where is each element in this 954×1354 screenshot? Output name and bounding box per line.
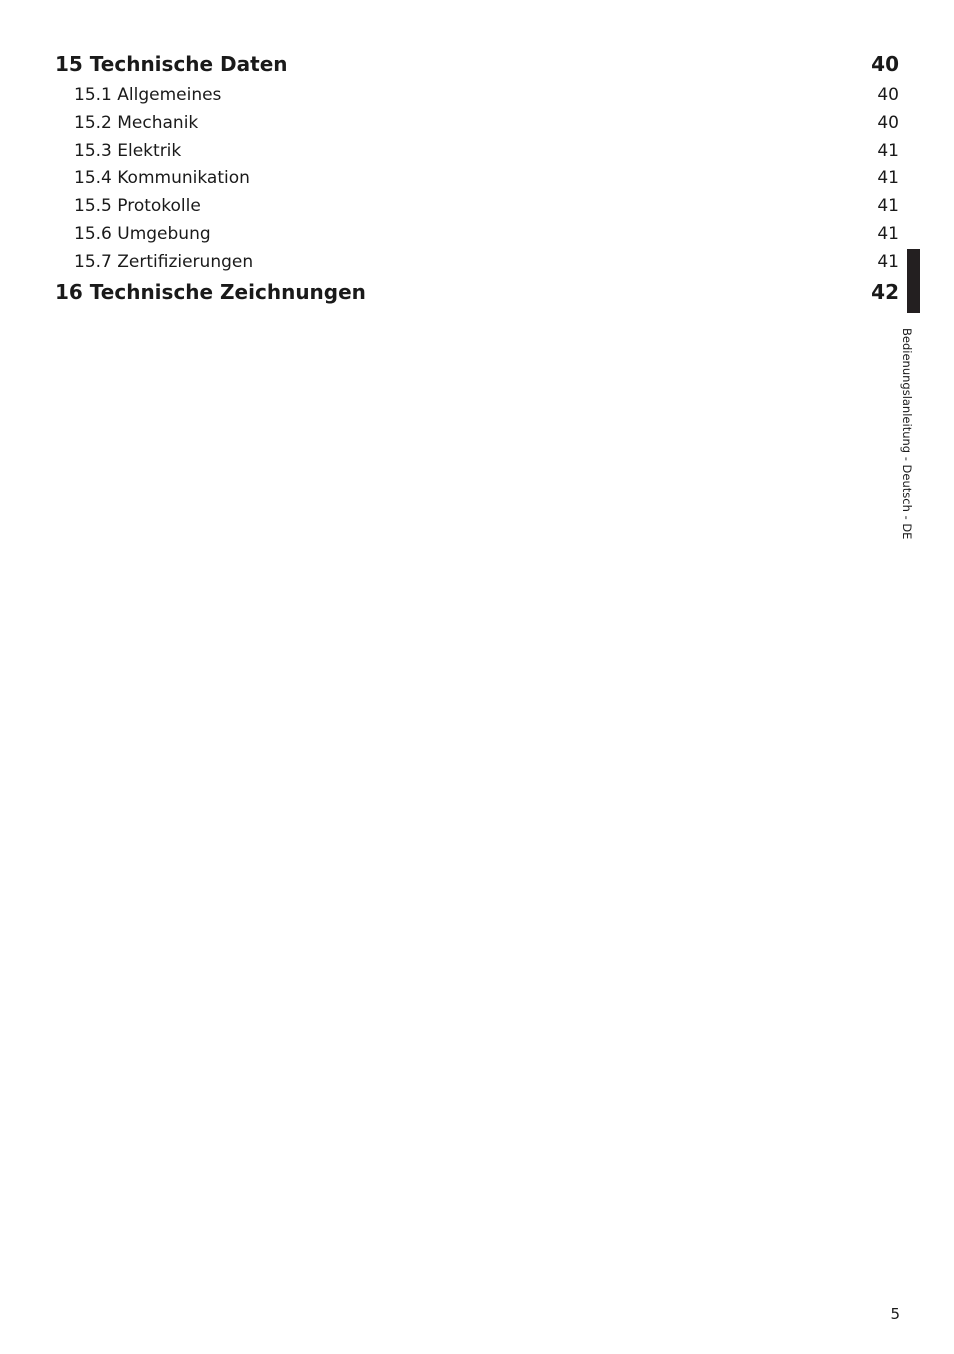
toc-entry-page: 41 xyxy=(877,223,899,244)
toc-entry-section-15-1[interactable] xyxy=(55,82,899,110)
side-label: Bedienungslanleitung - Deutsch - DE xyxy=(900,328,914,540)
toc-entry-section-15-7[interactable] xyxy=(55,249,899,277)
toc-entry-section-15-2[interactable] xyxy=(55,110,899,138)
toc-entry-page: 41 xyxy=(877,168,899,189)
chapter-marker-tab xyxy=(907,249,920,313)
table-of-contents xyxy=(55,50,899,307)
page-number: 5 xyxy=(890,1305,900,1323)
toc-entry-chapter-16[interactable] xyxy=(55,278,899,307)
toc-entry-section-15-4[interactable] xyxy=(55,165,899,193)
toc-entry-section-15-6[interactable] xyxy=(55,221,899,249)
toc-entry-section-15-3[interactable] xyxy=(55,138,899,166)
toc-entry-page: 41 xyxy=(877,196,899,217)
toc-entry-page: 40 xyxy=(877,112,899,133)
toc-entry-title: 15.4 Kommunikation xyxy=(74,168,250,189)
toc-entry-title: 15.5 Protokolle xyxy=(74,196,201,217)
toc-entry-section-15-5[interactable] xyxy=(55,193,899,221)
toc-entry-title: 15.1 Allgemeines xyxy=(74,85,222,105)
toc-entry-page: 40 xyxy=(871,52,899,76)
toc-entry-title: 15.3 Elektrik xyxy=(74,140,182,161)
toc-entry-chapter-15[interactable] xyxy=(55,50,899,79)
toc-entry-title: 15.6 Umgebung xyxy=(74,223,211,244)
toc-entry-page: 41 xyxy=(877,251,899,272)
toc-entry-title: 16 Technische Zeichnungen xyxy=(55,279,366,304)
toc-entry-title: 15.7 Zertifizierungen xyxy=(74,251,254,272)
toc-entry-title: 15.2 Mechanik xyxy=(74,112,199,133)
toc-entry-title: 15 Technische Daten xyxy=(55,52,288,76)
toc-entry-page: 41 xyxy=(877,140,899,161)
toc-entry-page: 42 xyxy=(871,279,899,304)
toc-entry-page: 40 xyxy=(877,85,899,105)
